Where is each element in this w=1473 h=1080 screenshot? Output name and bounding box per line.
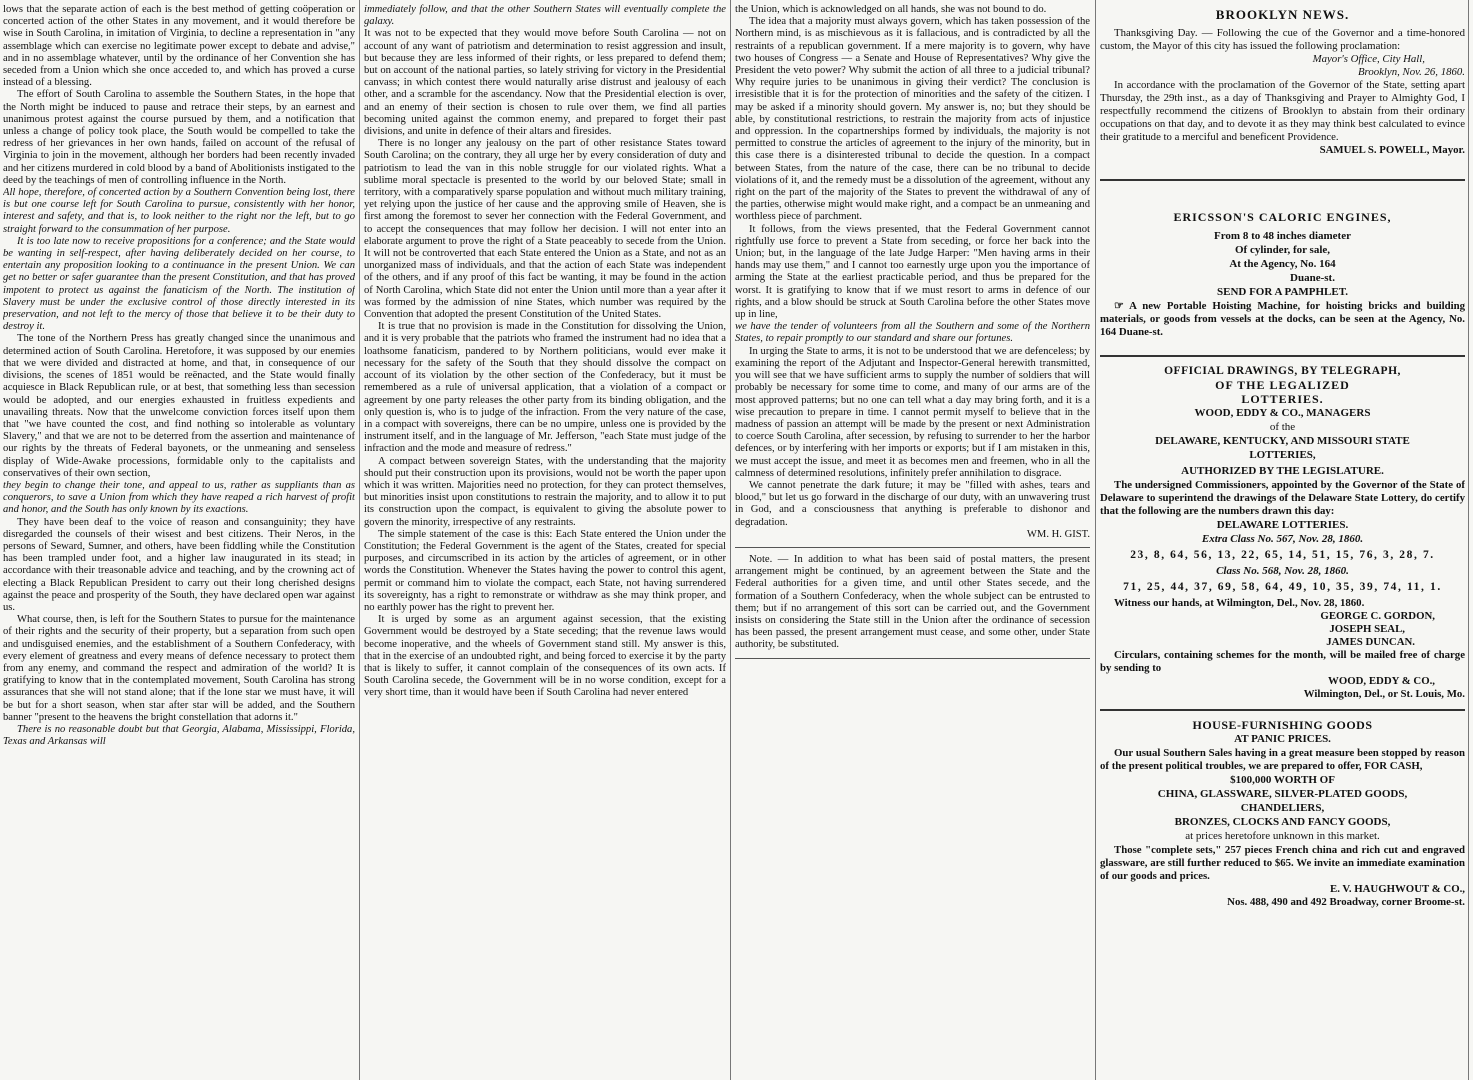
merchant-address: Nos. 488, 490 and 492 Broadway, corner Broome-st. [1227,896,1465,908]
divider [1100,355,1465,357]
ad-heading: HOUSE-FURNISHING GOODS [1192,718,1373,732]
ad-line: Of cylinder, for sale, [1234,244,1331,256]
ad-line: DELAWARE LOTTERIES. [1216,519,1349,531]
paragraph: In accordance with the proclamation of the Governor of the State, setting apart Thursday, the 29th inst., as a day of Thanksgiving and Prayer to Almighty God, I respectfully recommend the citizens of Brooklyn to abstain from their ordinary occupations on that day, and to devote it as they may think best calculated to evince their gratitude to a merciful and beneficent Providence. [1100,79,1465,143]
paragraph: A compact between sovereign States, with the understanding that the majority should put their construction upon its provisions, would not be worth the paper upon which it was written. Majorities need no protection, for they can protect themselves, but minorities insist upon constitutions to restrain the majority, and to allow it to put its construction upon the compact, is equivalent to giving the absolute power to govern the minority, irrespective of any restraints. [364,455,726,528]
column-3 [735,4,1090,1074]
ad-heading: LOTTERIES. [1241,392,1324,406]
column-rule [730,0,731,1080]
ad-line: CHANDELIERS, [1240,802,1325,814]
merchant-name: E. V. HAUGHWOUT & CO., [1330,883,1465,895]
ad-heading: ERICSSON'S CALORIC ENGINES, [1173,210,1392,224]
ad-line: WOOD, EDDY & CO., MANAGERS [1194,407,1371,419]
ad-line: At the Agency, No. 164 [1229,258,1336,270]
column-2 [364,4,726,1074]
address-line: Brooklyn, Nov. 26, 1860. [1357,66,1465,78]
signature: WM. H. GIST. [1026,528,1090,540]
paragraph-italic: they begin to change their tone, and appeal to us, rather as suppliants than as conquerors, to save a Union from which they have reaped a rich harvest of profit and honor, and the South has only known by its exactions. [3,479,355,516]
ad-line: From 8 to 48 inches diameter [1214,230,1351,242]
paragraph-italic: There is no reasonable doubt but that Georgia, Alabama, Mississippi, Florida, Texas and Arkansas will [3,723,355,748]
ad-paragraph: Those "complete sets," 257 pieces French china and rich cut and engraved glassware, are still further reduced to $65. We invite an immediate examination of our goods and prices. [1100,844,1465,882]
commissioner-name: GEORGE C. GORDON, [1320,610,1435,622]
ad-line: Extra Class No. 567, Nov. 28, 1860. [1201,533,1364,545]
ad-line: LOTTERIES, [1249,449,1316,461]
paragraph: lows that the separate action of each is the best method of getting coöperation or concerted action of the other States in any movement, and it would therefore be wise in South Carolina, in imitation of Virginia, to decline a representation in "any assemblage which can exercise no legitimate power except to debate and advise," and in no assemblage whatever, until by the ordinance of her Convention she has seceded from a Union which she once acceded to, and which has proved a curse instead of a blessing. [3,4,355,89]
paragraph: The simple statement of the case is this: Each State entered the Union under the Constitution; the Federal Government is the agent of the States, created for special purposes, and circumscribed in its action by the articles of agreement, or in other words the Constitution. Whenever the States having the power to control this agent, permit or command him to violate the compact, each State, not having surrendered its sovereignty, has a right to remonstrate or withdraw as she may think proper, and no earthly power has the right to prevent her. [364,528,726,613]
paragraph: The idea that a majority must always govern, which has taken possession of the Northern mind, is as mischievous as it is fallacious, and is contradicted by all the restraints of a republican government. If a mere majority is to govern, why have two houses of Congress — a Senate and House of Representatives? Why give the President the veto power? Why submit the action of all three to a judicial tribunal? Why require juries to be unanimous in giving their verdict? The conclusion is irresistible that it is for the protection of minorities and the safety of the citizen. I may be asked if a minority should govern. My answer is, no; but they should be able, by constitutional restrictions, to restrain the majority from acts of injustice and oppression. In the copartnerships formed by individuals, the majority is not permitted to construe the articles of agreement to the injury of the minority, but in this case there is a disinterested tribunal to decide the question. In a compact between States, from the nature of the case, there can be no tribunal to decide violations of it, and the remedy must be a dissolution of the agreement, without any right on the part of the majority of the States to prevent the withdrawal of any of the parties, otherwise might would make right, and a compact be an unmeaning and worthless piece of parchment. [735,16,1090,223]
column-rule [1095,0,1096,1080]
ad-paragraph: Circulars, containing schemes for the month, will be mailed free of charge by sending to [1100,649,1465,674]
ad-line: $100,000 WORTH OF [1230,774,1335,786]
paragraph: In urging the State to arms, it is not to be understood that we are defenceless; by examining the report of the Adjutant and Inspector-General herewith transmitted, you will see that we have sufficient arms to supply the number of soldiers that will probably be necessary for some time to come, and many of our arms are of the most approved patterns; but no one can tell what a day may bring forth, and it is a wise precaution to prepare in time. I cannot permit myself to believe that in the madness of passion an attempt will be made by the present or next Administration to coerce South Carolina, after secession, by refusing to surrender to her the harbor defences, or by interfering with her imports or exports; but if I am mistaken in this, we must accept the issue, and meet it as becomes men and freemen, who in all the calmness of determined resolutions, infinitely prefer annihilation to disgrace. [735,345,1090,479]
divider [1100,709,1465,711]
signature: SAMUEL S. POWELL, Mayor. [1319,144,1465,156]
address-line: Mayor's Office, City Hall, [1312,53,1425,65]
divider [735,658,1090,659]
column-rule [359,0,360,1080]
paragraph: It was not to be expected that they would move before South Carolina — not on account of any want of patriotism and determination to resist aggression and insult, but because they are less informed of their rights, or less prepared to defend them; but on account of the national parties, so lately striving for victory in the Presidential canvass; in which contest there would naturally arise distrust and jealousy of each other, and a scramble for the ascendancy. Now that the Presidential election is over, and an enemy of their section is chosen to rule over them, we find all parties becoming united against the common enemy, and prepared to forget their past divisions, and unite in defence of their altars and firesides. [364,28,726,138]
manager-name: WOOD, EDDY & CO., [1328,675,1435,687]
ad-line: SEND FOR A PAMPHLET. [1217,286,1348,298]
paragraph-italic: immediately follow, and that the other Southern States will eventually complete the galaxy. [364,4,726,28]
paragraph: the Union, which is acknowledged on all hands, she was not bound to do. [735,4,1047,15]
paragraph: It is true that no provision is made in the Constitution for dissolving the Union, and it is very probable that the patriots who framed the instrument had no idea that a loathsome fanaticism, pandered to by Northern politicians, would ever make it necessary for the safety of the South that they should dissolve the compact on account of its violation by the other section of the Confederacy, but it must be remembered as a rule of universal application, that a violation of a compact or agreement by one party releases the other party from its binding obligation, and the only question is, who is to judge of the infraction. From the very nature of the case, in a compact with sovereigns, there can be no umpire, unless one is provided by the instrument itself, and in the language of Mr. Jefferson, "each State must judge of the infraction and the mode and measure of redress." [364,321,726,455]
manager-address: Wilmington, Del., or St. Louis, Mo. [1303,688,1465,700]
lottery-numbers: 71, 25, 44, 37, 69, 58, 64, 49, 10, 35, 39, 74, 11, 1. [1123,581,1442,593]
column-4 [1100,4,1465,1074]
paragraph-italic: All hope, therefore, of concerted action by a Southern Convention being lost, there is but one course left for South Carolina to pursue, consistently with her honor, interest and safety, and that is, to look neither to the right nor the left, but to go straight forward to the consummation of her purpose. [3,187,355,235]
lottery-numbers: 23, 8, 64, 56, 13, 22, 65, 14, 51, 15, 76, 3, 28, 7. [1130,549,1435,561]
paragraph: The tone of the Northern Press has greatly changed since the unanimous and determined action of South Carolina. Heretofore, it was supposed by our enemies that we were divided and distracted at home, and that, in consequence of our divisions, the scenes of 1851 would be reënacted, and the State would finally acquiesce in Black Republican rule, or at best, that something less than secession would be adopted, and our energies exhausted in fruitless expedients and unavailing threats. Now that the unwelcome conviction forces itself upon them that "we have counted the cost, and find nothing so intolerable as voluntary Slavery," and that we are not to be deterred from the assertion and maintenance of our rights by the threats of Federal bayonets, or the unmeaning and senseless display of Wide-Awake processions, formidable only to the capitalists and conservatives of their own section, [3,333,355,479]
ad-line: AT PANIC PRICES. [1234,733,1331,745]
ad-line: of the [1269,421,1296,433]
paragraph: It is urged by some as an argument against secession, that the existing Government would be destroyed by a State seceding; that the revenue laws would become inoperative, and the wheels of Government stand still. My answer is this, that in the exercise of an undoubted right, and being forced to exercise it by the party that is likely to suffer, it cannot complain of the consequences of its own acts. If South Carolina secede, the Government will be in no worse condition, except for a very short time, than it would have been if South Carolina had never entered [364,614,726,699]
ad-paragraph: The undersigned Commissioners, appointed by the Governor of the State of Delaware to superintend the drawings of the Delaware State Lottery, do certify that the following are the numbers drawn this day: [1100,479,1465,517]
divider [1100,179,1465,181]
ad-paragraph: Our usual Southern Sales having in a great measure been stopped by reason of the present political troubles, we are prepared to offer, FOR CASH, [1100,747,1465,772]
ad-line: BRONZES, CLOCKS AND FANCY GOODS, [1174,816,1391,828]
paragraph-italic: It is too late now to receive propositions for a conference; and the State would be wanting in self-respect, after having deliberately decided on her course, to entertain any proposition looking to a continuance in the present Union. We can get no better or safer guarantee than the present Constitution, and that has proved impotent to protect us against the fanaticism of the North. The institution of Slavery must be under the exclusive control of those directly interested in its preservation, and not left to the mercy of those that believe it to be their duty to destroy it. [3,235,355,333]
divider [735,547,1090,548]
paragraph: We cannot penetrate the dark future; it may be "filled with ashes, tears and blood," but let us go forward in the discharge of our duty, with an unwavering trust in God, and a consciousness that anything is preferable to dishonor and degradation. [735,479,1090,528]
paragraph: Thanksgiving Day. — Following the cue of the Governor and a time-honored custom, the Mayor of this city has issued the following proclamation: [1100,27,1465,52]
paragraph: What course, then, is left for the Southern States to pursue for the maintenance of their rights and the security of their property, but a separation from such open and undisguised enemies, and the establishment of a Southern Confederacy, with every element of greatness and every means of defence necessary to protect them from any enemy, and command the respect and admiration of the world? It is gratifying to know that in the contemplated movement, South Carolina has strong assurances that she will not stand alone; that if the lone star we must have, it will be but for a short season, when star after star will be added, and the Southern banner "present to the heavens the bright constellation that adorns it." [3,614,355,723]
paragraph: It follows, from the views presented, that the Federal Government cannot rightfully use force to prevent a State from seceding, or force her back into the Union; but, in the language of the late Judge Harper: "Men having arms in their hands may use them," and I cannot too earnestly urge upon you the importance of arming the State at the earliest practicable period, and thus be prepared for the worst. It is gratifying to know that if we must resort to arms in defence of our rights, and a blow should be struck at South Carolina before the other States move up in line, [735,223,1090,321]
commissioner-name: JAMES DUNCAN. [1326,636,1415,648]
ad-paragraph: Witness our hands, at Wilmington, Del., Nov. 28, 1860. [1114,597,1365,609]
paragraph: They have been deaf to the voice of reason and consanguinity; they have disregarded the counsels of their wisest and best citizens. Their Neros, in the persons of Seward, Sumner, and others, have been fiddling while the Constitution has been trampled under foot, and a higher law inaugurated in its stead; in accordance with their treasonable advice and teaching, and by the crowning act of electing a Black Republican President to carry out their long cherished designs against the peace and prosperity of the South, they have declared open war against us. [3,516,355,613]
ad-line: Duane-st. [1290,272,1335,284]
paragraph: The effort of South Carolina to assemble the Southern States, in the hope that the North might be induced to pause and retrace their steps, by an earnest and unanimous protest against the course pursued by them, and a notification that unless a change of policy took place, the South would be compelled to take the redress of her grievances in her own hands, failed on account of the refusal of Virginia to join in the movement, although her borders had been recently invaded and her citizens murdered in cold blood by a band of Abolitionists instigated to the deed by the teachings of men of controlling influence in the North. [3,89,355,186]
section-heading: BROOKLYN NEWS. [1215,7,1350,22]
postscript-note: Note. — In addition to what has been said of postal matters, the present arrangement might be continued, by an agreement between the State and the Federal authorities for a given time, and until other States secede, and the formation of a Southern Confederacy, when the whole subject can be entrusted to them; but if no arrangement of this sort can be carried out, and the Government insists on considering the State still in the Union after the ordinance of secession has been passed, the present arrangement must cease, and some other, under State authority, be substituted. [735,553,1090,651]
ad-line: DELAWARE, KENTUCKY, AND MISSOURI STATE [1155,435,1410,447]
ad-heading: OF THE LEGALIZED [1215,378,1350,392]
ad-line: AUTHORIZED BY THE LEGISLATURE. [1181,465,1384,477]
column-rule [1468,0,1469,1080]
ad-line: at prices heretofore unknown in this market. [1185,830,1380,842]
column-1 [3,4,355,1074]
ad-paragraph: ☞ A new Portable Hoisting Machine, for hoisting bricks and building materials, or goods from vessels at the docks, can be seen at the Agency, No. 164 Duane-st. [1100,300,1465,338]
ad-line: CHINA, GLASSWARE, SILVER-PLATED GOODS, [1157,788,1408,800]
paragraph-italic: we have the tender of volunteers from all the Southern and some of the Northern States, to repair promptly to our standard and share our fortunes. [735,321,1090,345]
commissioner-name: JOSEPH SEAL, [1329,623,1405,635]
paragraph: There is no longer any jealousy on the part of other resistance States toward South Carolina; on the contrary, they all urge her by every consideration of duty and patriotism to lead the van in this noble struggle for our violated rights. What a sublime moral spectacle is presented to the world by our beloved State; small in territory, with a comparatively sparse population and without much military training, yet relying upon the justice of her cause and the approving smile of Heaven, she is first among the foremost to sever her connection with the Federal Government, and to accept the consequences that may follow her decision. I will not enter into an elaborate argument to prove the right of a State peaceably to secede from the Union. It will not be controverted that each State entered the Union as a State, and not as an unorganized mass of individuals, and that the action of each State was independent of the others, and if any proof of this fact be wanting, it may be found in the action of North Carolina, which State did not enter the Union until more than a year after it was formed by the admission of nine States, which number was required by the Convention that adopted the present Constitution of the United States. [364,138,726,321]
ad-line: Class No. 568, Nov. 28, 1860. [1216,565,1349,577]
ad-heading: OFFICIAL DRAWINGS, BY TELEGRAPH, [1164,365,1401,377]
